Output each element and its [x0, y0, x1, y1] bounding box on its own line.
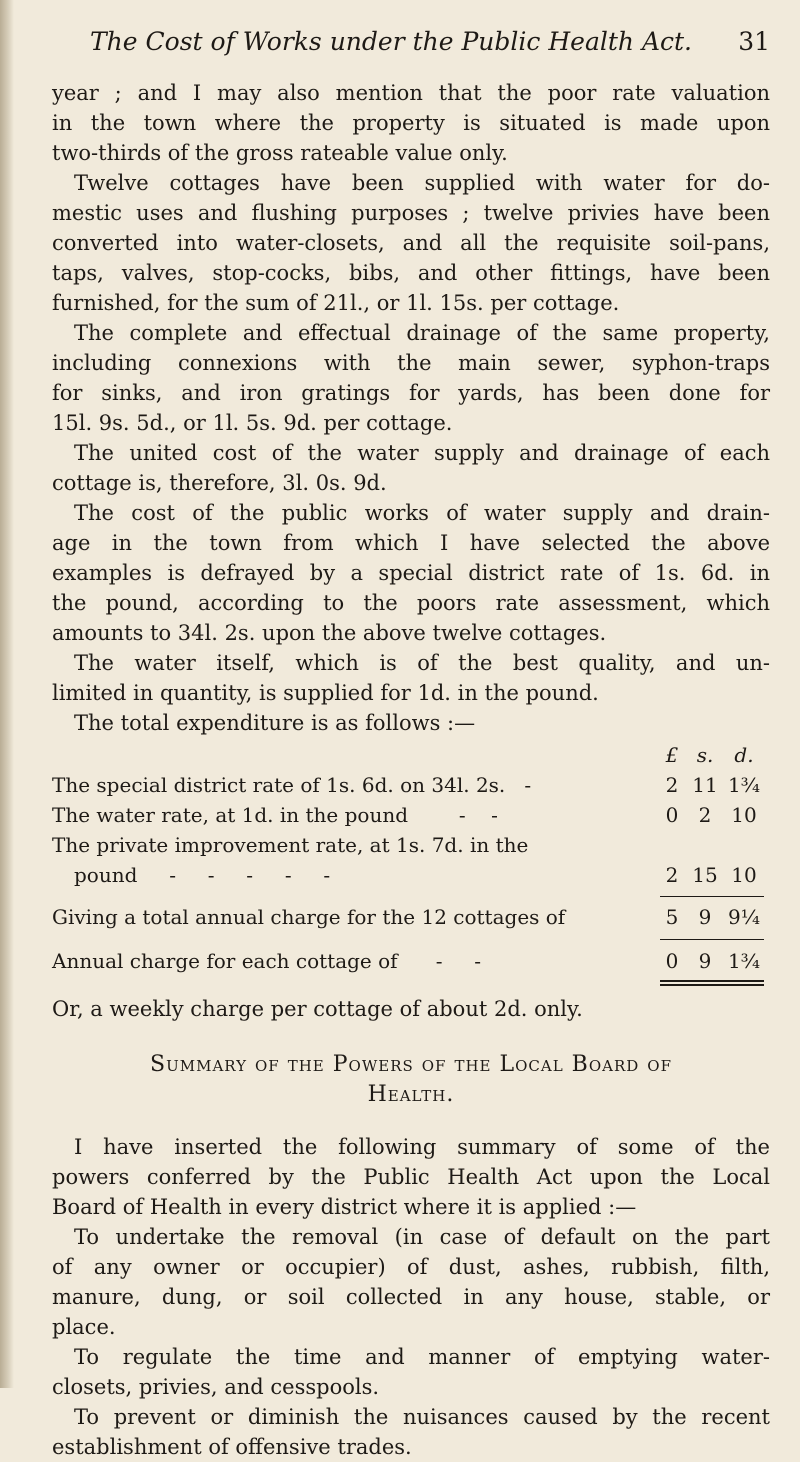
text-line: To undertake the removal (in case of default on the part [74, 1225, 770, 1249]
row-label: The private improvement rate, at 1s. 7d. in the [52, 833, 529, 857]
text-line: in the town where the property is situated is made upon [52, 111, 770, 135]
double-rule [660, 984, 764, 986]
cell-shillings: 9 [698, 949, 712, 973]
table-total-row [52, 902, 770, 932]
row-label: The water rate, at 1d. in the pound - - [52, 803, 498, 827]
text-line: manure, dung, or soil collected in any house, stable, or [52, 1285, 770, 1309]
table-row [52, 830, 770, 860]
text-line: To prevent or diminish the nuisances caused by the recent [74, 1405, 770, 1429]
paragraph [52, 78, 770, 168]
table-row [52, 770, 770, 800]
cell-pence: 10 [731, 803, 757, 827]
text-line: furnished, for the sum of 21l., or 1l. 15s. per cottage. [52, 291, 620, 315]
table-row [52, 800, 770, 830]
text-line: examples is defrayed by a special district rate of 1s. 6d. in [52, 561, 770, 585]
weekly-charge-line: Or, a weekly charge per cottage of about 2d. only. [52, 997, 583, 1021]
row-label: The special district rate of 1s. 6d. on 34l. 2s. - [52, 773, 532, 797]
text-line: the pound, according to the poors rate assessment, which [52, 591, 770, 615]
table-header-row [52, 740, 770, 770]
paragraph [52, 1222, 770, 1342]
text-line: Twelve cottages have been supplied with water for do- [74, 171, 770, 195]
text-line: establishment of offensive trades. [52, 1435, 412, 1459]
table-row [52, 860, 770, 890]
text-line: 15l. 9s. 5d., or 1l. 5s. 9d. per cottage. [52, 411, 453, 435]
rule-spacer [52, 932, 770, 946]
heading-line: Health. [367, 1082, 455, 1107]
cell-pounds: 2 [665, 863, 679, 887]
text-line: age in the town from which I have selected the above [52, 531, 770, 555]
text-line: The total expenditure is as follows :— [74, 711, 476, 735]
text-line: The water itself, which is of the best quality, and un- [74, 651, 770, 675]
row-label: pound - - - - - [74, 863, 331, 887]
total-label: Giving a total annual charge for the 12 cottages of [52, 905, 566, 929]
text-line: place. [52, 1315, 116, 1339]
cell-shillings: 9 [698, 905, 712, 929]
cell-pounds: 0 [665, 949, 679, 973]
cell-pence: 1¾ [727, 949, 761, 973]
text-line: for sinks, and iron gratings for yards, has been done for [52, 381, 770, 405]
text-line: closets, privies, and cesspools. [52, 1375, 380, 1399]
running-title: The Cost of Works under the Public Health Act. [90, 27, 692, 56]
text-line: two-thirds of the gross rateable value only. [52, 141, 508, 165]
paragraph [52, 1132, 770, 1222]
text-line: To regulate the time and manner of emptying water- [74, 1345, 770, 1369]
page-body [52, 78, 770, 1462]
cell-shillings: 15 [692, 863, 718, 887]
sum-rule [660, 896, 764, 897]
text-line: taps, valves, stop-cocks, bibs, and other fittings, have been [52, 261, 770, 285]
text-line: The complete and effectual drainage of the same property, [74, 321, 770, 345]
text-line: The cost of the public works of water supply and drain- [74, 501, 770, 525]
paragraph [52, 498, 770, 648]
text-line: amounts to 34l. 2s. upon the above twelve cottages. [52, 621, 607, 645]
paragraph [52, 318, 770, 438]
page-number: 31 [738, 27, 770, 56]
double-rule [660, 980, 764, 982]
paragraph [52, 648, 770, 738]
text-line: converted into water-closets, and all the requisite soil-pans, [52, 231, 770, 255]
cell-pence: 9¼ [727, 905, 761, 929]
table-annual-row [52, 946, 770, 976]
paragraph [52, 1342, 770, 1402]
text-line: I have inserted the following summary of some of the [74, 1135, 770, 1159]
paragraph [52, 1402, 770, 1462]
running-header [90, 22, 770, 62]
column-header-pounds: £ [665, 743, 679, 767]
text-line: including connexions with the main sewer, syphon-traps [52, 351, 770, 375]
cell-pence: 10 [731, 863, 757, 887]
rule-spacer [52, 890, 770, 902]
cell-pence: 1¾ [727, 773, 761, 797]
text-line: Board of Health in every district where it is applied :— [52, 1195, 637, 1219]
paragraph [52, 168, 770, 318]
text-line: year ; and I may also mention that the poor rate valuation [52, 81, 770, 105]
expenditure-table [52, 740, 770, 990]
rule-spacer [52, 976, 770, 990]
column-header-pence: d. [734, 743, 754, 767]
cell-shillings: 2 [698, 803, 712, 827]
spacer [52, 1110, 770, 1132]
cell-pounds: 5 [665, 905, 679, 929]
sum-rule [660, 939, 764, 940]
section-heading [52, 1050, 770, 1110]
column-header-shillings: s. [696, 743, 714, 767]
text-line: cottage is, therefore, 3l. 0s. 9d. [52, 471, 387, 495]
annual-label: Annual charge for each cottage of - - [52, 949, 482, 973]
heading-line: Summary of the Powers of the Local Board of [150, 1052, 672, 1077]
cell-pounds: 2 [665, 773, 679, 797]
text-line: The united cost of the water supply and drainage of each [74, 441, 770, 465]
spacer [52, 1024, 770, 1050]
text-line: of any owner or occupier) of dust, ashes, rubbish, filth, [52, 1255, 770, 1279]
text-line: mestic uses and flushing purposes ; twelve privies have been [52, 201, 770, 225]
cell-shillings: 11 [692, 773, 718, 797]
paragraph [52, 438, 770, 498]
text-line: limited in quantity, is supplied for 1d. in the pound. [52, 681, 599, 705]
cell-pounds: 0 [665, 803, 679, 827]
page-gutter-shadow [0, 0, 14, 1388]
text-line: powers conferred by the Public Health Act upon the Local [52, 1165, 770, 1189]
